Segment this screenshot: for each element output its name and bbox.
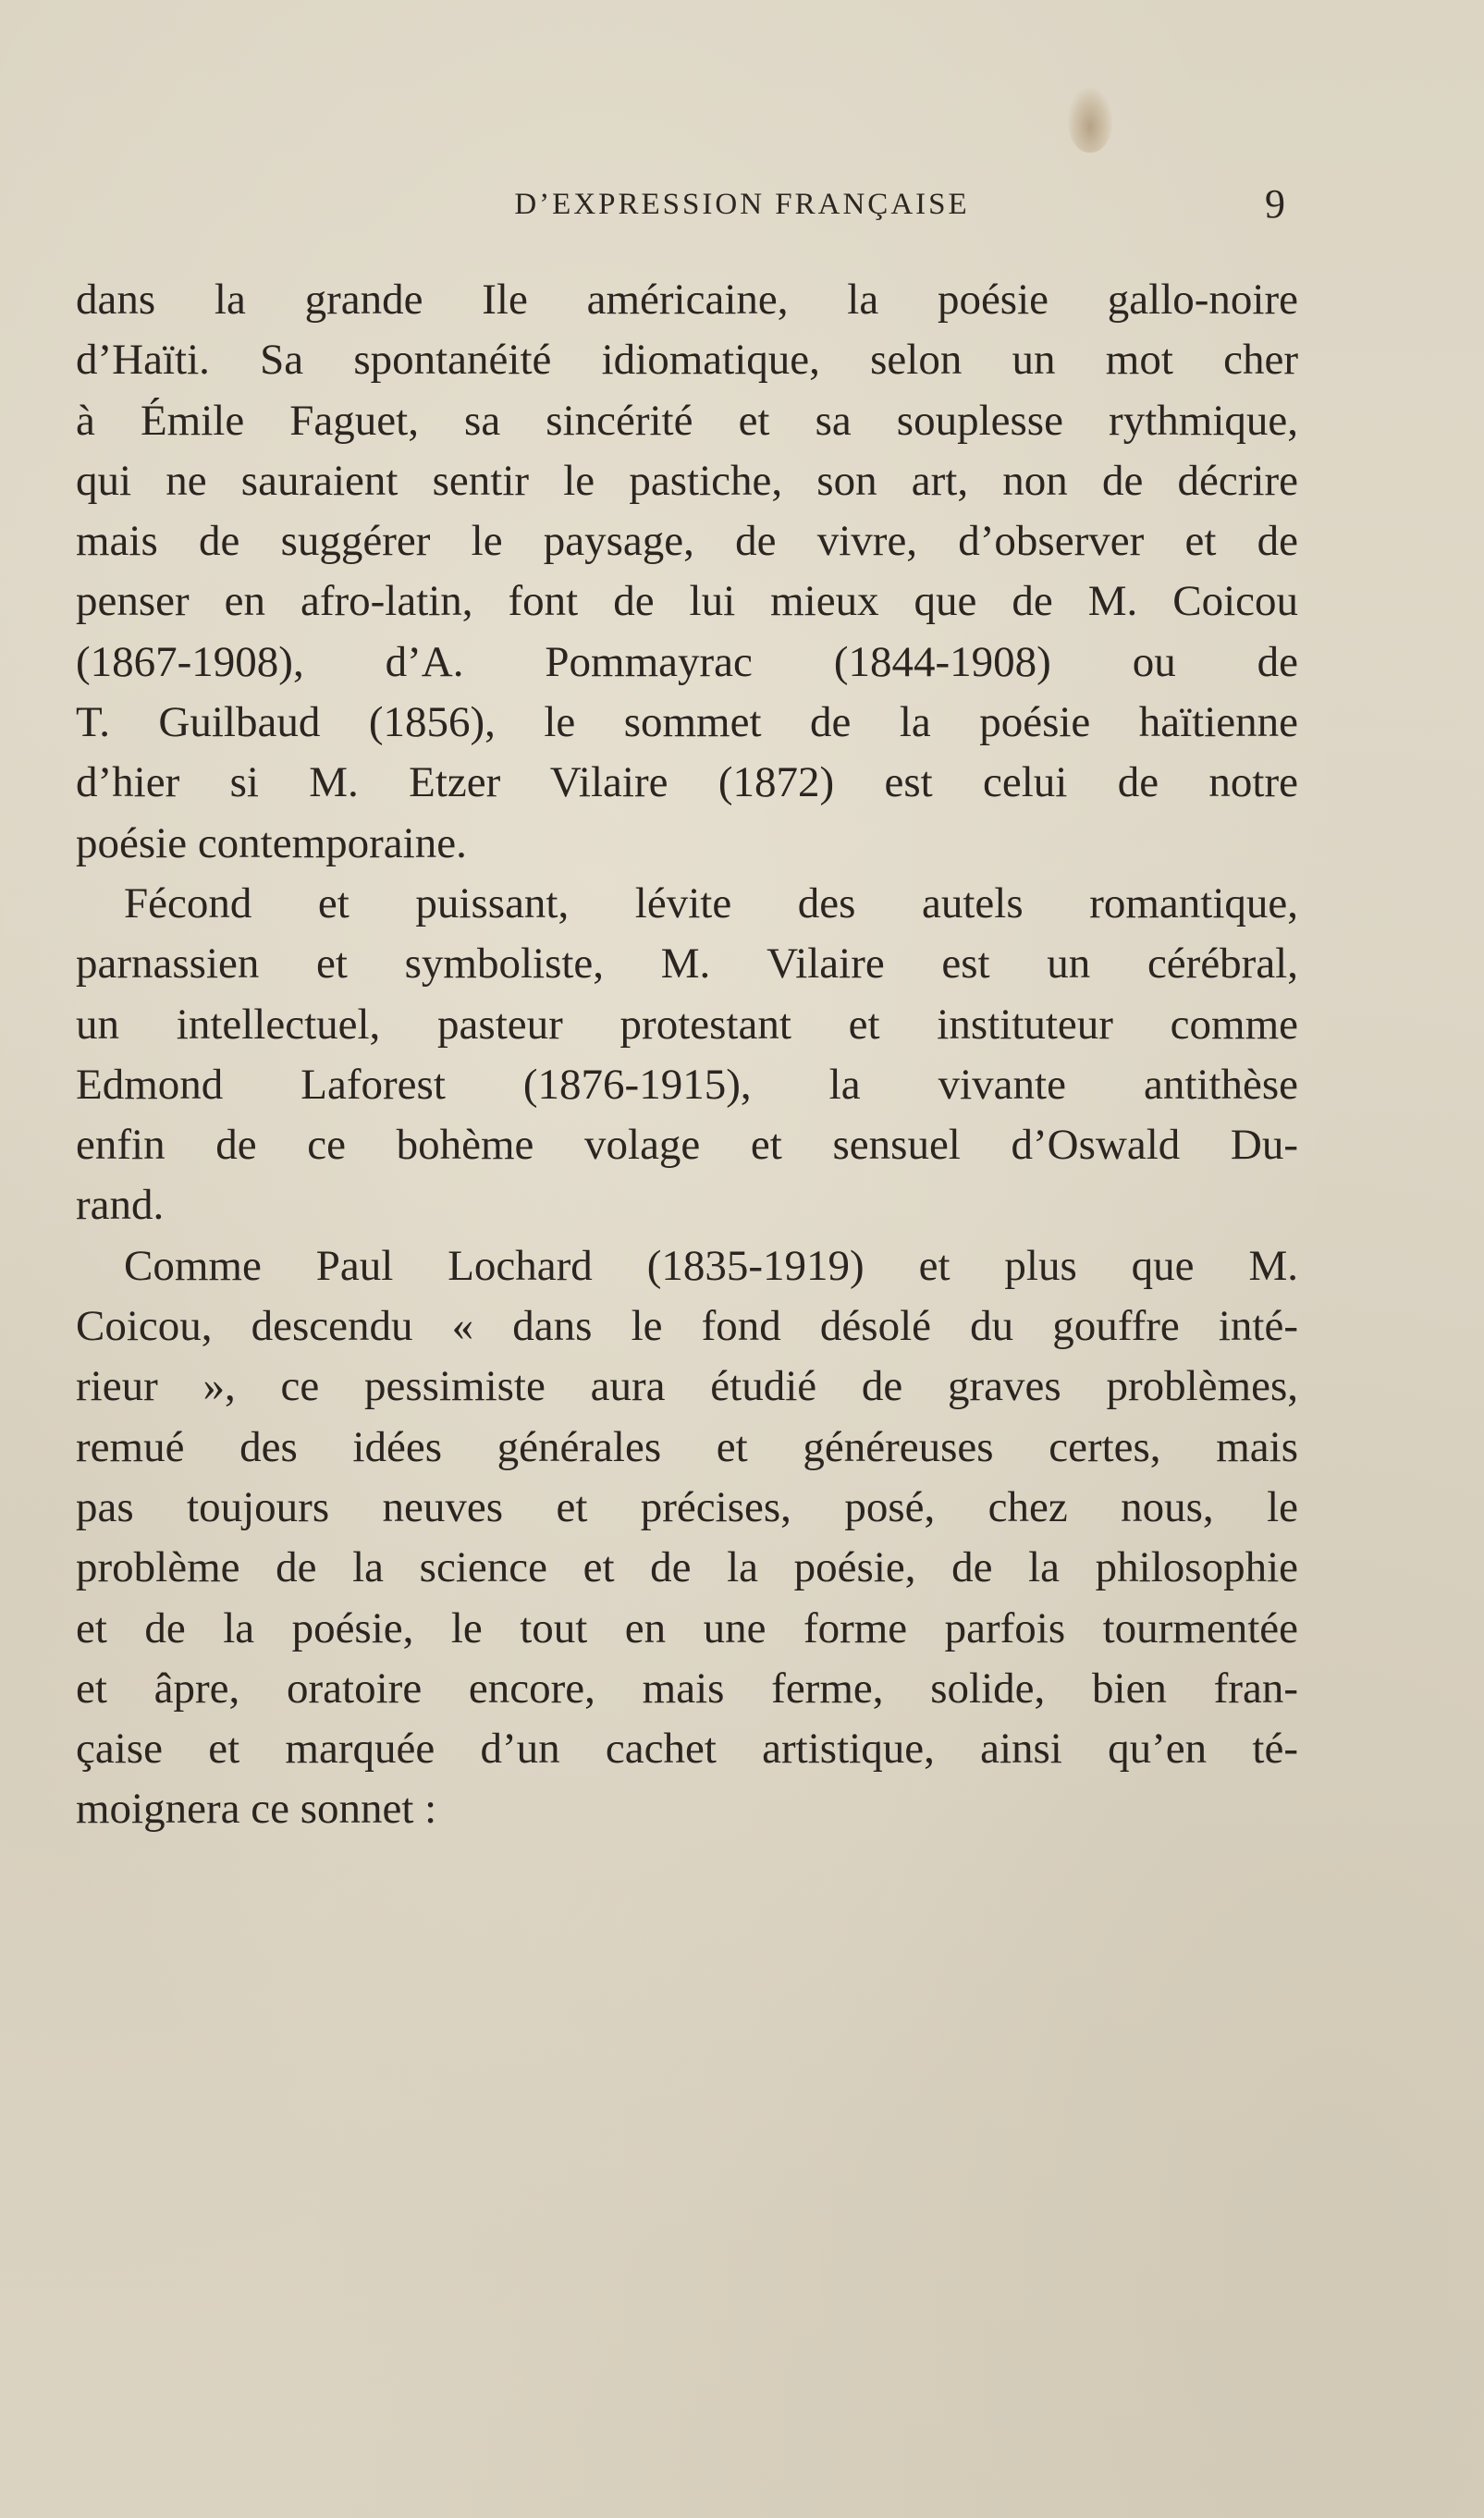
text-line: (1867-1908), d’A. Pommayrac (1844-1908) ou de xyxy=(76,637,1298,686)
text-line: d’hier si M. Etzer Vilaire (1872) est celui de notre xyxy=(76,758,1298,807)
text-line: Edmond Laforest (1876-1915), la vivante antithèse xyxy=(76,1060,1298,1109)
text-line: Comme Paul Lochard (1835-1919) et plus que M. xyxy=(124,1241,1298,1290)
text-line: parnassien et symboliste, M. Vilaire est un cérébral, xyxy=(76,940,1298,989)
text-line: rand. xyxy=(76,1181,165,1230)
running-head-title: D’EXPRESSION FRANÇAISE xyxy=(514,188,970,221)
text-line: remué des idées générales et généreuses certes, mais xyxy=(76,1422,1298,1471)
text-line: poésie contemporaine. xyxy=(76,818,467,867)
body-text xyxy=(76,270,1298,1840)
text-line: Coicou, descendu « dans le fond désolé du gouffre inté- xyxy=(76,1302,1298,1351)
running-head xyxy=(0,180,1484,236)
text-line: à Émile Faguet, sa sincérité et sa souplesse rythmique, xyxy=(76,396,1298,445)
text-line: et de la poésie, le tout en une forme parfois tourmentée xyxy=(76,1603,1298,1652)
text-line: qui ne sauraient sentir le pastiche, son art, non de décrire xyxy=(76,456,1298,505)
text-line: pas toujours neuves et précises, posé, chez nous, le xyxy=(76,1482,1298,1531)
page-number: 9 xyxy=(1265,181,1285,227)
text-line: moignera ce sonnet : xyxy=(76,1785,437,1834)
text-line: mais de suggérer le paysage, de vivre, d’observer et de xyxy=(76,517,1298,566)
text-line: penser en afro-latin, font de lui mieux que de M. Coicou xyxy=(76,577,1298,626)
text-line: çaise et marquée d’un cachet artistique, ainsi qu’en té- xyxy=(76,1725,1298,1774)
text-line: rieur », ce pessimiste aura étudié de graves problèmes, xyxy=(76,1362,1298,1411)
text-line: d’Haïti. Sa spontanéité idiomatique, selon un mot cher xyxy=(76,336,1298,385)
text-line: dans la grande Ile américaine, la poésie gallo-noire xyxy=(76,276,1298,324)
text-line: problème de la science et de la poésie, de la philosophie xyxy=(76,1543,1298,1592)
text-line: enfin de ce bohème volage et sensuel d’Oswald Du- xyxy=(76,1121,1298,1170)
text-line: T. Guilbaud (1856), le sommet de la poésie haïtienne xyxy=(76,698,1298,747)
text-line: et âpre, oratoire encore, mais ferme, solide, bien fran- xyxy=(76,1664,1298,1713)
text-line: Fécond et puissant, lévite des autels romantique, xyxy=(124,878,1298,927)
text-line: un intellectuel, pasteur protestant et instituteur comme xyxy=(76,1000,1298,1049)
paper-stain xyxy=(1068,88,1112,153)
